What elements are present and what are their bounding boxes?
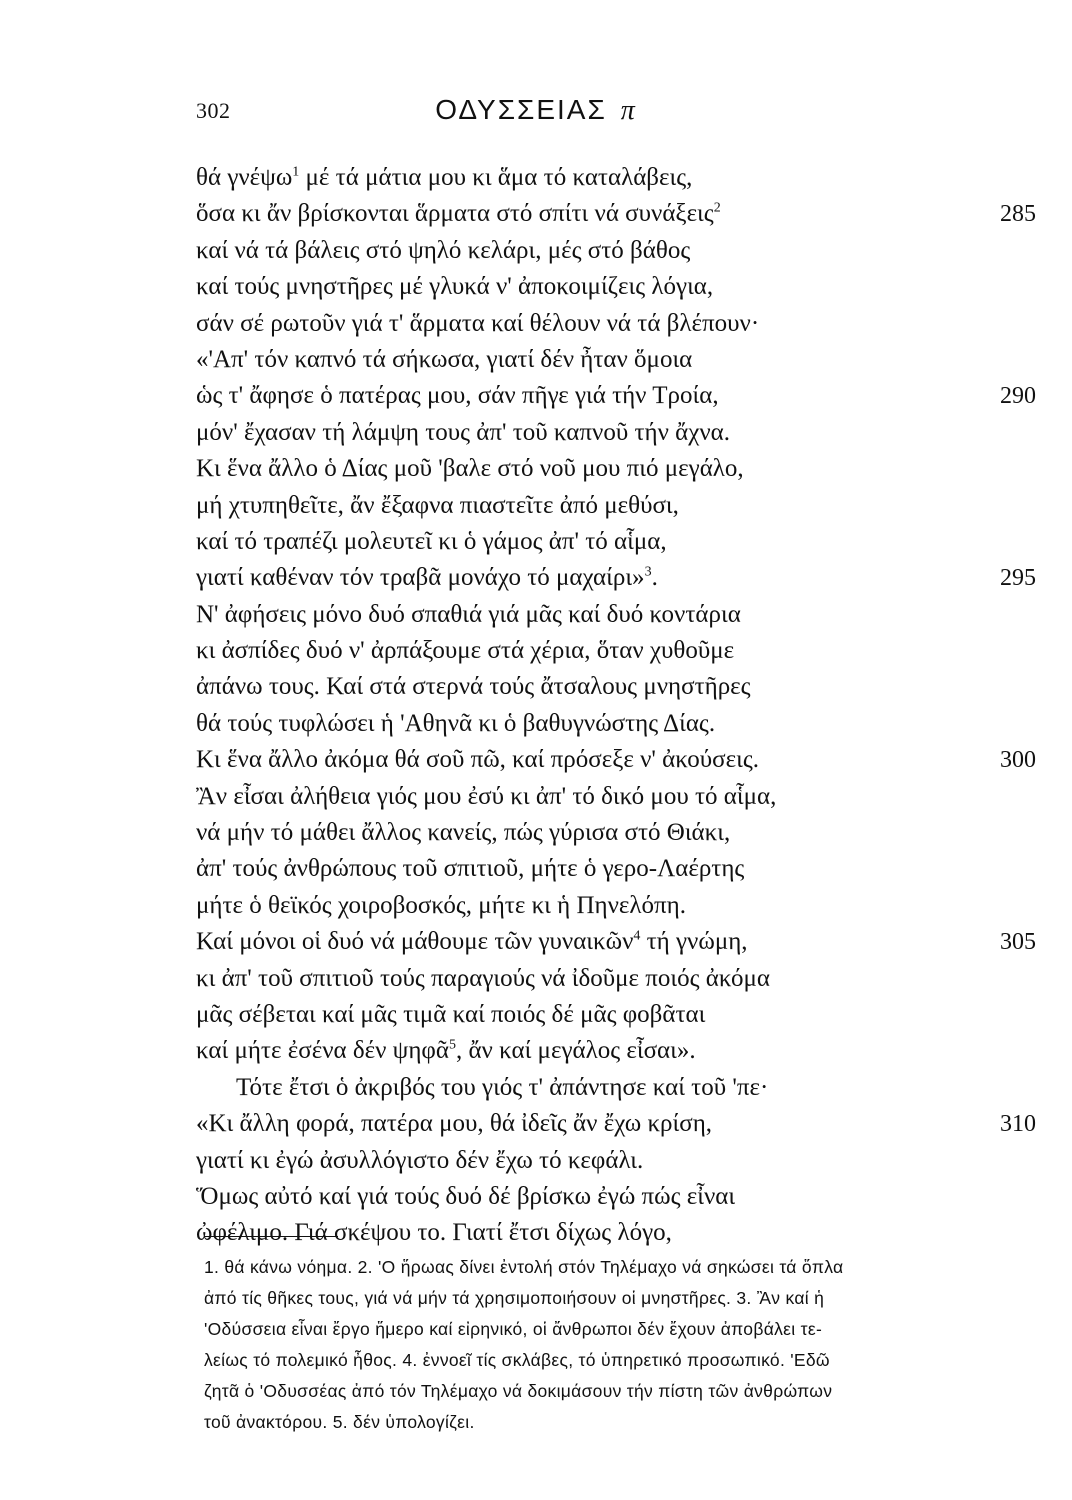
verse-line-text bbox=[196, 342, 692, 378]
verse-line-text bbox=[196, 961, 770, 997]
verse-line bbox=[196, 560, 1042, 596]
verse-line bbox=[196, 342, 1042, 378]
verse-text-main: μᾶς σέβεται καί μᾶς τιμᾶ καί ποιός δέ μᾶς φοβᾶται bbox=[196, 1000, 706, 1028]
verse-text-main: Ὅμως αὐτό καί γιά τούς δυό δέ βρίσκω ἐγώ πώς εἶναι bbox=[196, 1182, 736, 1210]
verse-line-text bbox=[196, 633, 734, 669]
verse-line bbox=[196, 779, 1042, 815]
footnote-line: 1. θά κάνω νόημα. 2. 'Ο ἥρωας δίνει ἐντολή στόν Τηλέμαχο νά σηκώσει τά ὅπλα bbox=[204, 1257, 844, 1277]
verse-text-main: μήτε ὁ θεϊκός χοιροβοσκός, μήτε κι ἡ Πηνελόπη. bbox=[196, 891, 686, 919]
verse-line-text bbox=[196, 451, 744, 487]
verse-text-main: Ἂν εἶσαι ἀλήθεια γιός μου ἐσύ κι ἀπ' τό δικό μου τό αἷμα, bbox=[196, 782, 777, 810]
verse-line bbox=[196, 597, 1042, 633]
footnote-line: 'Οδύσσεια εἶναι ἔργο ἥμερο καί εἰρηνικό, οἱ ἄνθρωποι δέν ἔχουν ἀποβάλει τε- bbox=[204, 1319, 823, 1339]
verse-text-main: Καί μόνοι οἱ δυό νά μάθουμε τῶν γυναικῶν bbox=[196, 928, 634, 956]
footnote-rule bbox=[204, 1236, 338, 1237]
verse-text-main: νά μήν τό μάθει ἄλλος κανείς, πώς γύρισα στό Θιάκι, bbox=[196, 819, 731, 847]
verse-text-main: «Κι ἄλλη φορά, πατέρα μου, θά ἰδεῖς ἄν ἔχω κρίση, bbox=[196, 1110, 713, 1138]
verse-line-text bbox=[196, 160, 692, 196]
verse-line-text bbox=[196, 378, 719, 414]
verse-line-text bbox=[196, 306, 759, 342]
page-number: 302 bbox=[196, 98, 231, 123]
verse-block bbox=[196, 160, 1042, 1252]
verse-text-main: ἀπ' τούς ἀνθρώπους τοῦ σπιτιοῦ, μήτε ὁ γερο-Λαέρτης bbox=[196, 855, 745, 883]
verse-line-text bbox=[196, 233, 690, 269]
verse-line bbox=[196, 997, 1042, 1033]
verse-line-text bbox=[196, 1106, 712, 1142]
verse-line bbox=[196, 888, 1042, 924]
footnote-line: τοῦ ἀνακτόρου. 5. δέν ὑπολογίζει. bbox=[204, 1412, 475, 1432]
verse-line bbox=[196, 233, 1042, 269]
verse-line bbox=[196, 269, 1042, 305]
verse-text-main: μόν' ἔχασαν τή λάμψη τους ἀπ' τοῦ καπνοῦ τήν ἄχνα. bbox=[196, 418, 730, 446]
verse-line-text bbox=[196, 1033, 696, 1069]
verse-line-text bbox=[196, 488, 679, 524]
verse-line bbox=[196, 451, 1042, 487]
verse-text-main: Κι ἕνα ἄλλο ὁ Δίας μοῦ 'βαλε στό νοῦ μου πιό μεγάλο, bbox=[196, 455, 744, 483]
verse-line-text bbox=[196, 924, 748, 960]
verse-text-after: , ἄν καί μεγάλος εἶσαι». bbox=[455, 1037, 696, 1065]
verse-line bbox=[196, 815, 1042, 851]
verse-text-main: κι ἀπ' τοῦ σπιτιοῦ τούς παραγιούς νά ἰδοῦμε ποιός ἀκόμα bbox=[196, 964, 770, 992]
line-number: 310 bbox=[1000, 1111, 1036, 1138]
verse-line bbox=[196, 706, 1042, 742]
verse-text-main: καί τούς μνηστῆρες μέ γλυκά ν' ἀποκοιμίζεις λόγια, bbox=[196, 273, 714, 301]
verse-text-main: καί μήτε ἐσένα δέν ψηφᾶ bbox=[196, 1037, 449, 1065]
running-head-book-letter: π bbox=[620, 95, 637, 126]
verse-text-main: Ν' ἀφήσεις μόνο δυό σπαθιά γιά μᾶς καί δυό κοντάρια bbox=[196, 600, 741, 628]
verse-line bbox=[196, 1033, 1042, 1069]
verse-text-main: καί τό τραπέζι μολευτεῖ κι ὁ γάμος ἀπ' τό αἷμα, bbox=[196, 527, 667, 555]
verse-line bbox=[196, 1070, 1042, 1106]
footnote-marker: 5 bbox=[448, 1038, 456, 1054]
verse-line bbox=[196, 524, 1042, 560]
verse-text-main: θά τούς τυφλώσει ἡ 'Αθηνᾶ κι ὁ βαθυγνώστης Δίας. bbox=[196, 709, 716, 737]
footnote-marker: 2 bbox=[713, 201, 721, 217]
verse-text-main: ὠφέλιμο. Γιά σκέψου το. Γιατί ἔτσι δίχως λόγο, bbox=[196, 1219, 672, 1247]
verse-line-text bbox=[196, 1215, 672, 1251]
verse-line-text bbox=[196, 1179, 735, 1215]
verse-line-text bbox=[196, 524, 667, 560]
footnotes bbox=[204, 1252, 1040, 1438]
verse-line-text bbox=[196, 1143, 643, 1179]
verse-line bbox=[196, 961, 1042, 997]
verse-line-text bbox=[196, 597, 741, 633]
verse-line-text bbox=[196, 196, 721, 232]
running-head bbox=[0, 94, 1072, 127]
verse-line-text bbox=[196, 269, 713, 305]
verse-text-main: θά γνέψω bbox=[196, 164, 293, 191]
verse-line bbox=[196, 378, 1042, 414]
verse-line-text bbox=[196, 851, 744, 887]
verse-line bbox=[196, 160, 1042, 196]
verse-text-main: Τότε ἔτσι ὁ ἀκριβός του γιός τ' ἀπάντησε καί τοῦ 'πε· bbox=[236, 1073, 769, 1101]
verse-text-after: μέ τά μάτια μου κι ἅμα τό καταλάβεις, bbox=[299, 164, 693, 191]
verse-line bbox=[196, 742, 1042, 778]
footnote-marker: 3 bbox=[644, 564, 652, 580]
verse-line bbox=[196, 1106, 1042, 1142]
verse-text-main: κι ἀσπίδες δυό ν' ἀρπάξουμε στά χέρια, ὅταν χυθοῦμε bbox=[196, 637, 735, 665]
verse-text-main: μή χτυπηθεῖτε, ἄν ἔξαφνα πιαστεῖτε ἀπό μεθύσι, bbox=[196, 491, 679, 519]
verse-line bbox=[196, 1179, 1042, 1215]
verse-text-main: γιατί κι ἐγώ ἀσυλλόγιστο δέν ἔχω τό κεφάλι. bbox=[196, 1146, 644, 1174]
running-head-title: ΟΔΥΣΣΕΙΑΣ bbox=[435, 94, 607, 125]
verse-line bbox=[196, 196, 1042, 232]
verse-line bbox=[196, 306, 1042, 342]
verse-line bbox=[196, 1215, 1042, 1251]
verse-line-text bbox=[196, 669, 751, 705]
footnote-marker: 4 bbox=[633, 928, 641, 944]
verse-line-text bbox=[196, 1070, 768, 1106]
verse-text-main: Κι ἕνα ἄλλο ἀκόμα θά σοῦ πῶ, καί πρόσεξε ν' ἀκούσεις. bbox=[196, 746, 760, 774]
verse-line bbox=[196, 669, 1042, 705]
footnote-line: λείως τό πολεμικό ἦθος. 4. ἐννοεῖ τίς σκλάβες, τό ὑπηρετικό προσωπικό. 'Εδῶ bbox=[204, 1350, 830, 1370]
verse-text-main: καί νά τά βάλεις στό ψηλό κελάρι, μές στό βάθος bbox=[196, 236, 691, 264]
verse-line bbox=[196, 851, 1042, 887]
verse-line-text bbox=[196, 997, 705, 1033]
verse-text-after: . bbox=[651, 564, 658, 592]
verse-line bbox=[196, 633, 1042, 669]
line-number: 305 bbox=[1000, 929, 1036, 956]
verse-text-main: ὡς τ' ἄφησε ὁ πατέρας μου, σάν πῆγε γιά τήν Τροία, bbox=[196, 382, 719, 410]
verse-text-main: ἀπάνω τους. Καί στά στερνά τούς ἄτσαλους μνηστῆρες bbox=[196, 673, 751, 701]
verse-line-text bbox=[196, 706, 715, 742]
verse-text-main: σάν σέ ρωτοῦν γιά τ' ἅρματα καί θέλουν νά τά βλέπουν· bbox=[196, 309, 760, 337]
line-number: 300 bbox=[1000, 747, 1036, 774]
verse-line bbox=[196, 924, 1042, 960]
verse-line-text bbox=[196, 888, 686, 924]
verse-line-text bbox=[196, 415, 730, 451]
footnote-line: ζητᾶ ὁ 'Οδυσσέας ἀπό τόν Τηλέμαχο νά δοκιμάσουν τήν πίστη τῶν ἀνθρώπων bbox=[204, 1381, 833, 1401]
verse-line bbox=[196, 488, 1042, 524]
footnote-marker: 1 bbox=[292, 164, 300, 180]
verse-text-after: τή γνώμη, bbox=[640, 928, 748, 956]
line-number: 290 bbox=[1000, 383, 1036, 410]
verse-text-main: ὅσα κι ἄν βρίσκονται ἅρματα στό σπίτι νά συνάξεις bbox=[196, 200, 714, 228]
line-number: 295 bbox=[1000, 565, 1036, 592]
verse-line bbox=[196, 1143, 1042, 1179]
line-number: 285 bbox=[1000, 201, 1036, 228]
verse-text-main: «'Απ' τόν καπνό τά σήκωσα, γιατί δέν ἦταν ὅμοια bbox=[196, 345, 693, 373]
verse-line-text bbox=[196, 742, 759, 778]
verse-line-text bbox=[196, 815, 730, 851]
verse-line-text bbox=[196, 779, 776, 815]
verse-text-main: γιατί καθέναν τόν τραβᾶ μονάχο τό μαχαίρι» bbox=[196, 564, 645, 592]
verse-line bbox=[196, 415, 1042, 451]
footnote-line: ἀπό τίς θῆκες τους, γιά νά μήν τά χρησιμοποιήσουν οἱ μνηστῆρες. 3. Ἂν καί ἡ bbox=[204, 1288, 825, 1308]
verse-line-text bbox=[196, 560, 658, 596]
